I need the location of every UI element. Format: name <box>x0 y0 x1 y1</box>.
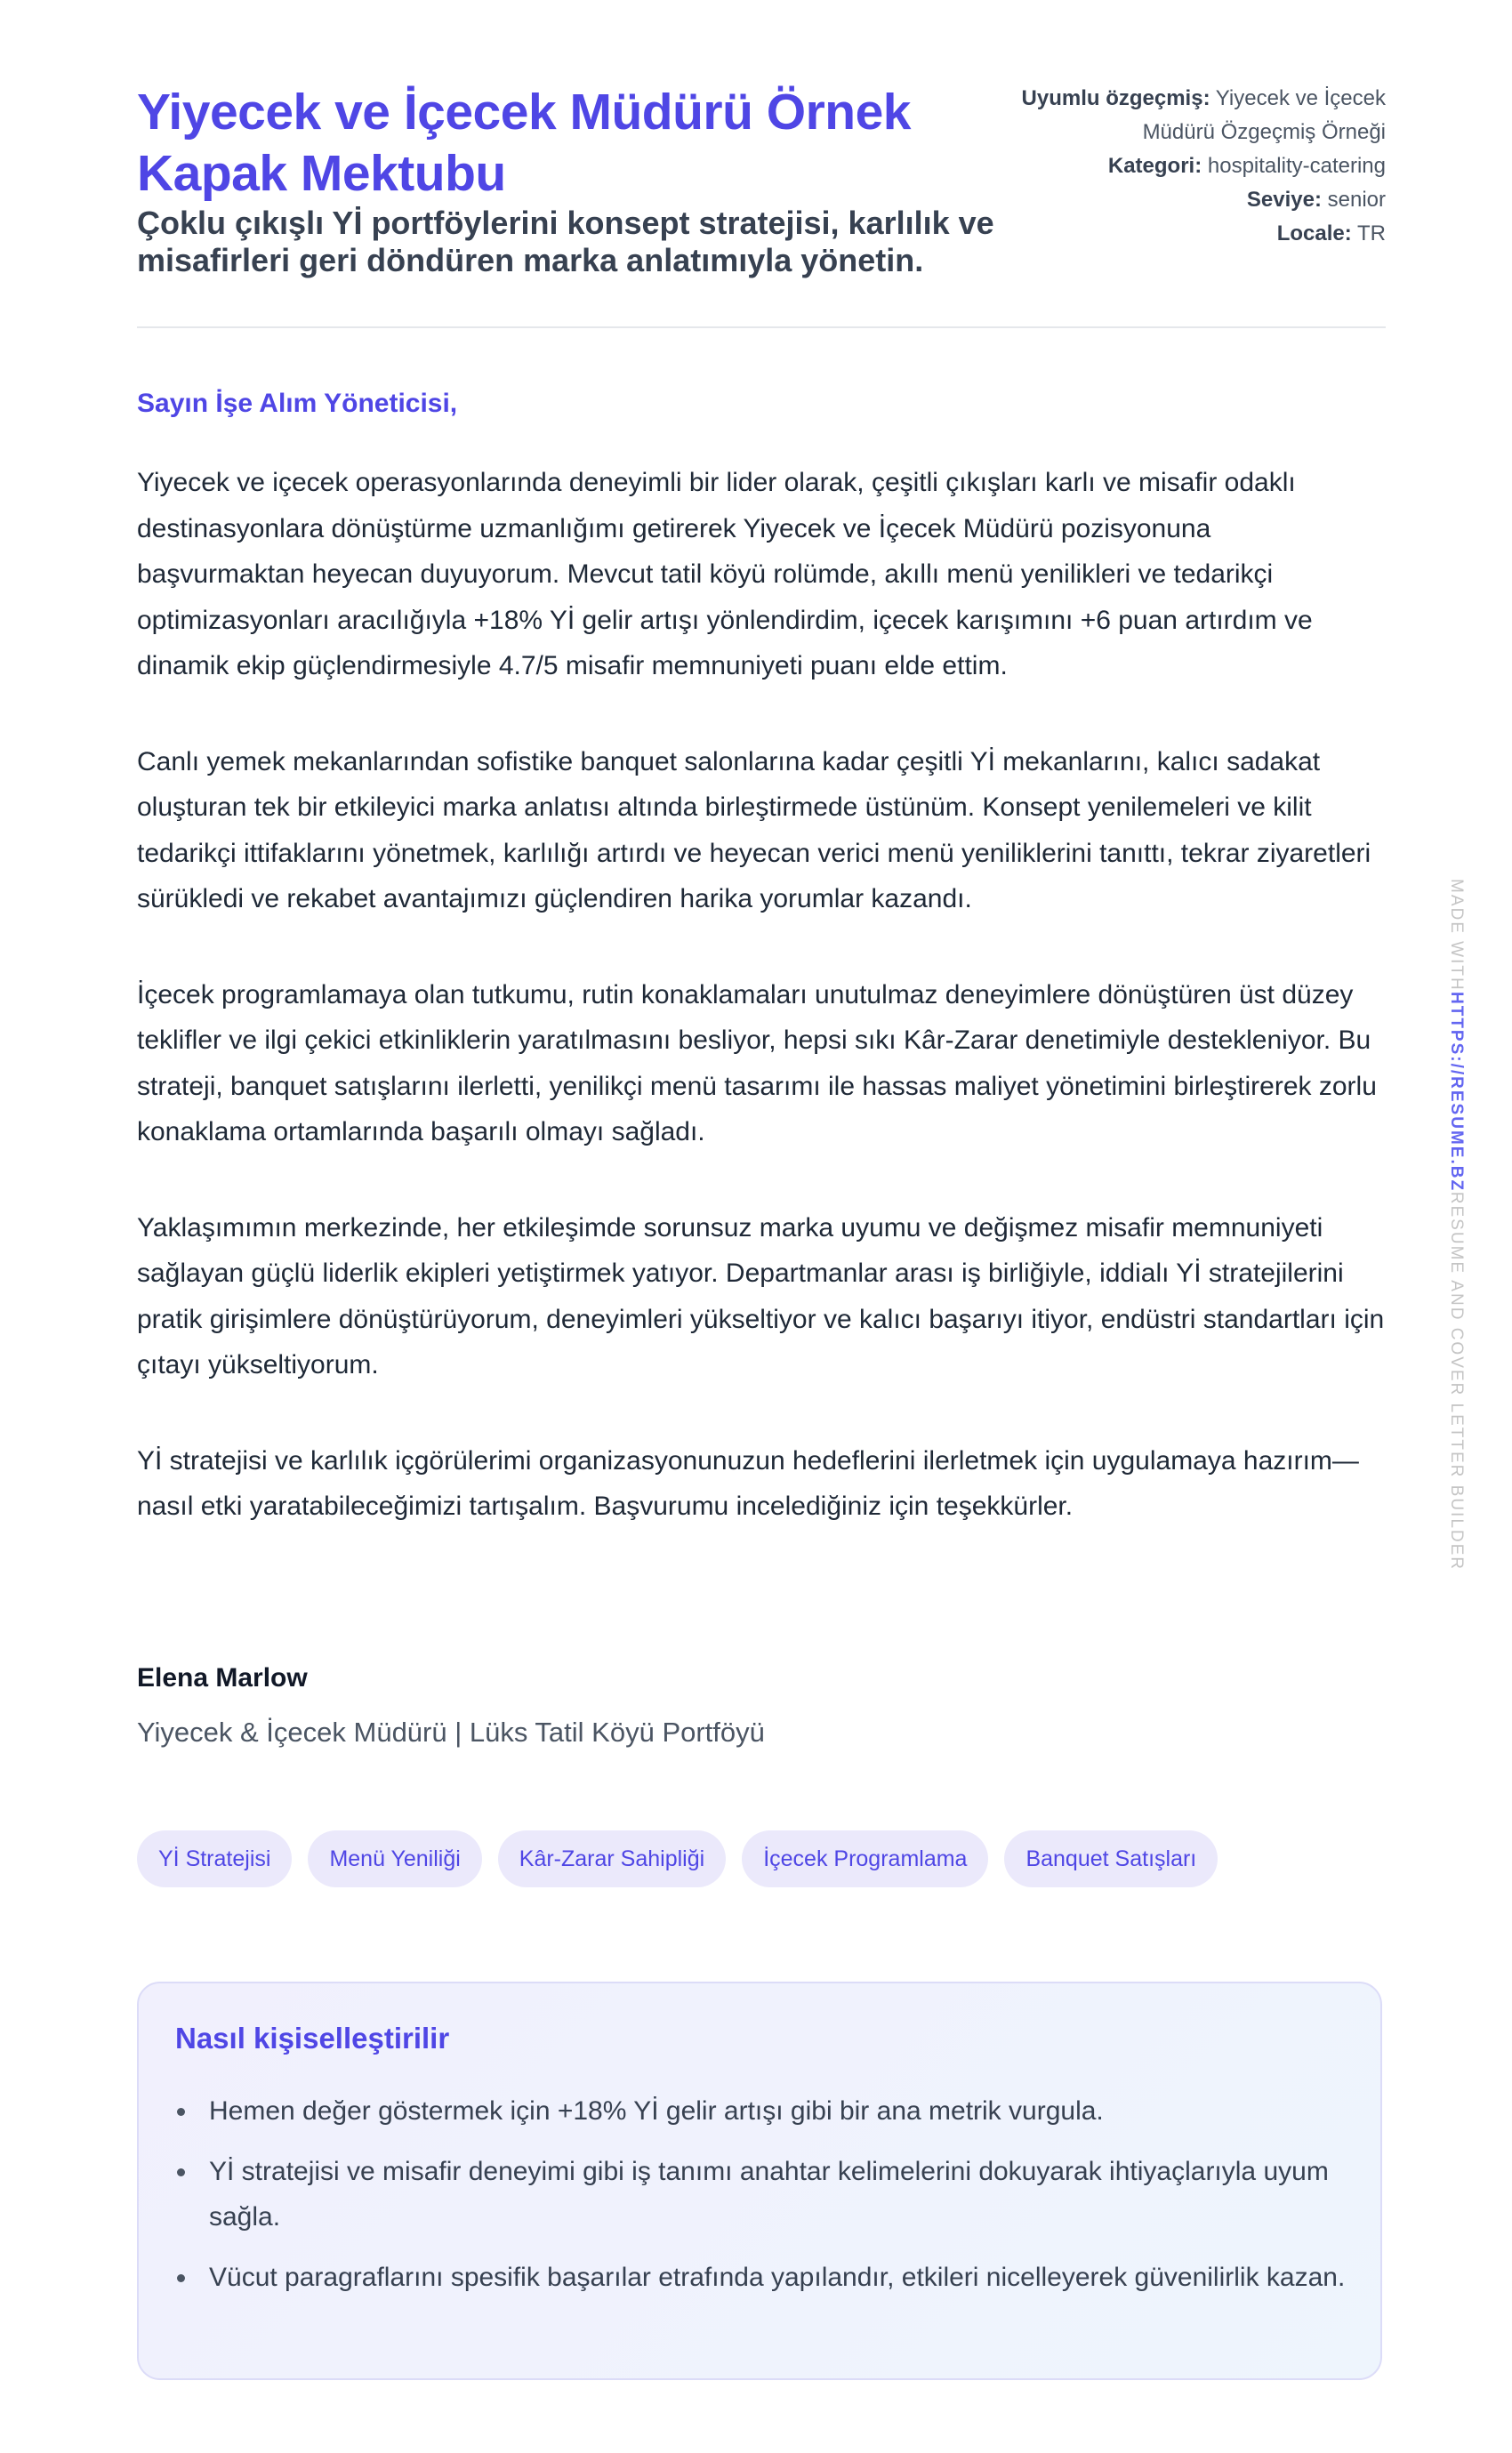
letter-body <box>137 460 1386 1580</box>
meta-resume: Uyumlu özgeçmiş: Yiyecek ve İçecek Müdürü Özgeçmiş Örneği <box>1021 86 1386 144</box>
made-with-watermark: MADE WITHHTTPS://RESUME.BZRESUME AND COVER LETTER BUILDER <box>1447 879 1466 1572</box>
letter-paragraph: Canlı yemek mekanlarından sofistike banquet salonlarına kadar çeşitli Yİ mekanlarını, kalıcı sadakat oluşturan tek bir etkileyici marka anlatısı altında birleştirmede üstünüm. Konsept yenilemeleri ve kilit tedarikçi ittifaklarını yönetmek, karlılığı artırdı ve heyecan verici menü yeniliklerini tanıttı, tekrar ziyaretleri sürükledi ve rekabet avantajımızı güçlendiren harika yorumlar kazandı. <box>137 746 1371 913</box>
skill-tags <box>137 1830 1218 1887</box>
signature-role: Yiyecek & İçecek Müdürü | Lüks Tatil Köyü Portföyü <box>137 1717 765 1748</box>
skill-tag: İçecek Programlama <box>742 1830 988 1887</box>
tip-item: Yİ stratejisi ve misafir deneyimi gibi iş tanımı anahtar kelimelerini dokuyarak ihtiyaçlarıyla uyum sağla. <box>209 2149 1383 2240</box>
tip-item: Hemen değer göstermek için +18% Yİ gelir artışı gibi bir ana metrik vurgula. <box>209 2088 1383 2135</box>
tip-item: Vücut paragraflarını spesifik başarılar etrafında yapılandır, etkileri nicelleyerek güvenilirlik kazan. <box>209 2255 1383 2301</box>
signature-name: Elena Marlow <box>137 1663 308 1693</box>
skill-tag: Kâr-Zarar Sahipliği <box>498 1830 726 1887</box>
page-header <box>137 82 1386 328</box>
meta-info <box>994 82 1386 251</box>
page-subtitle: Çoklu çıkışlı Yİ portföylerini konsept stratejisi, karlılık ve misafirleri geri döndüren marka anlatımıyla yönetin. <box>137 205 994 278</box>
letter-paragraph: Yaklaşımımın merkezinde, her etkileşimde sorunsuz marka uyumu ve değişmez misafir memnuniyeti sağlayan güçlü liderlik ekipleri yetiştirmek yatıyor. Departmanlar arası iş birliğiyle, iddialı Yİ stratejilerini pratik girişimlere dönüştürüyorum, deneyimleri yükseltiyor ve kalıcı başarıyı itiyor, endüstri standartları için çıtayı yükseltiyorum. <box>137 1212 1385 1379</box>
letter-paragraph: Yiyecek ve içecek operasyonlarında deneyimli bir lider olarak, çeşitli çıkışları karlı ve misafir odaklı destinasyonlara dönüştürme uzmanlığımı getirerek Yiyecek ve İçecek Müdürü pozisyonuna başvurmaktan heyecan duyuyorum. Mevcut tatil köyü rolümde, akıllı menü yenilikleri ve tedarikçi optimizasyonları aracılığıyla +18% Yİ gelir artışı yönlendirdim, içecek karışımını +6 puan artırdım ve dinamik ekip güçlendirmesiyle 4.7/5 misafir memnuniyeti puanı elde ettim. <box>137 468 1313 680</box>
page-title: Yiyecek ve İçecek Müdürü Örnek Kapak Mektubu <box>137 84 912 202</box>
meta-category: Kategori: hospitality-catering <box>1107 154 1386 178</box>
skill-tag: Menü Yeniliği <box>308 1830 481 1887</box>
meta-level: Seviye: senior <box>1246 188 1386 212</box>
tips-list <box>175 2088 1383 2314</box>
skill-tag: Yİ Stratejisi <box>137 1830 292 1887</box>
resume-bz-link[interactable]: HTTPS://RESUME.BZ <box>1447 991 1466 1192</box>
skill-tag: Banquet Satışları <box>1004 1830 1218 1887</box>
customization-tips-box <box>137 1982 1382 2380</box>
letter-greeting: Sayın İşe Alım Yöneticisi, <box>137 389 458 418</box>
letter-paragraph: Yİ stratejisi ve karlılık içgörülerimi organizasyonunuzun hedeflerini ilerletmek için uygulamaya hazırım—nasıl etki yaratabileceğimizi tartışalım. Başvurumu incelediğiniz için teşekkürler. <box>137 1445 1359 1521</box>
meta-locale: Locale: TR <box>1276 221 1386 245</box>
tips-title: Nasıl kişiselleştirilir <box>175 2022 450 2055</box>
letter-paragraph: İçecek programlamaya olan tutkumu, rutin konaklamaları unutulmaz deneyimlere dönüştüren üst düzey teklifler ve ilgi çekici etkinliklerin yaratılmasını besliyor, hepsi sıkı Kâr-Zarar denetimiyle destekleniyor. Bu strateji, banquet satışlarını ilerletti, yenilikçi menü tasarımı ile hassas maliyet yönetimini birleştirerek zorlu konaklama ortamlarında başarılı olmayı sağladı. <box>137 979 1377 1146</box>
